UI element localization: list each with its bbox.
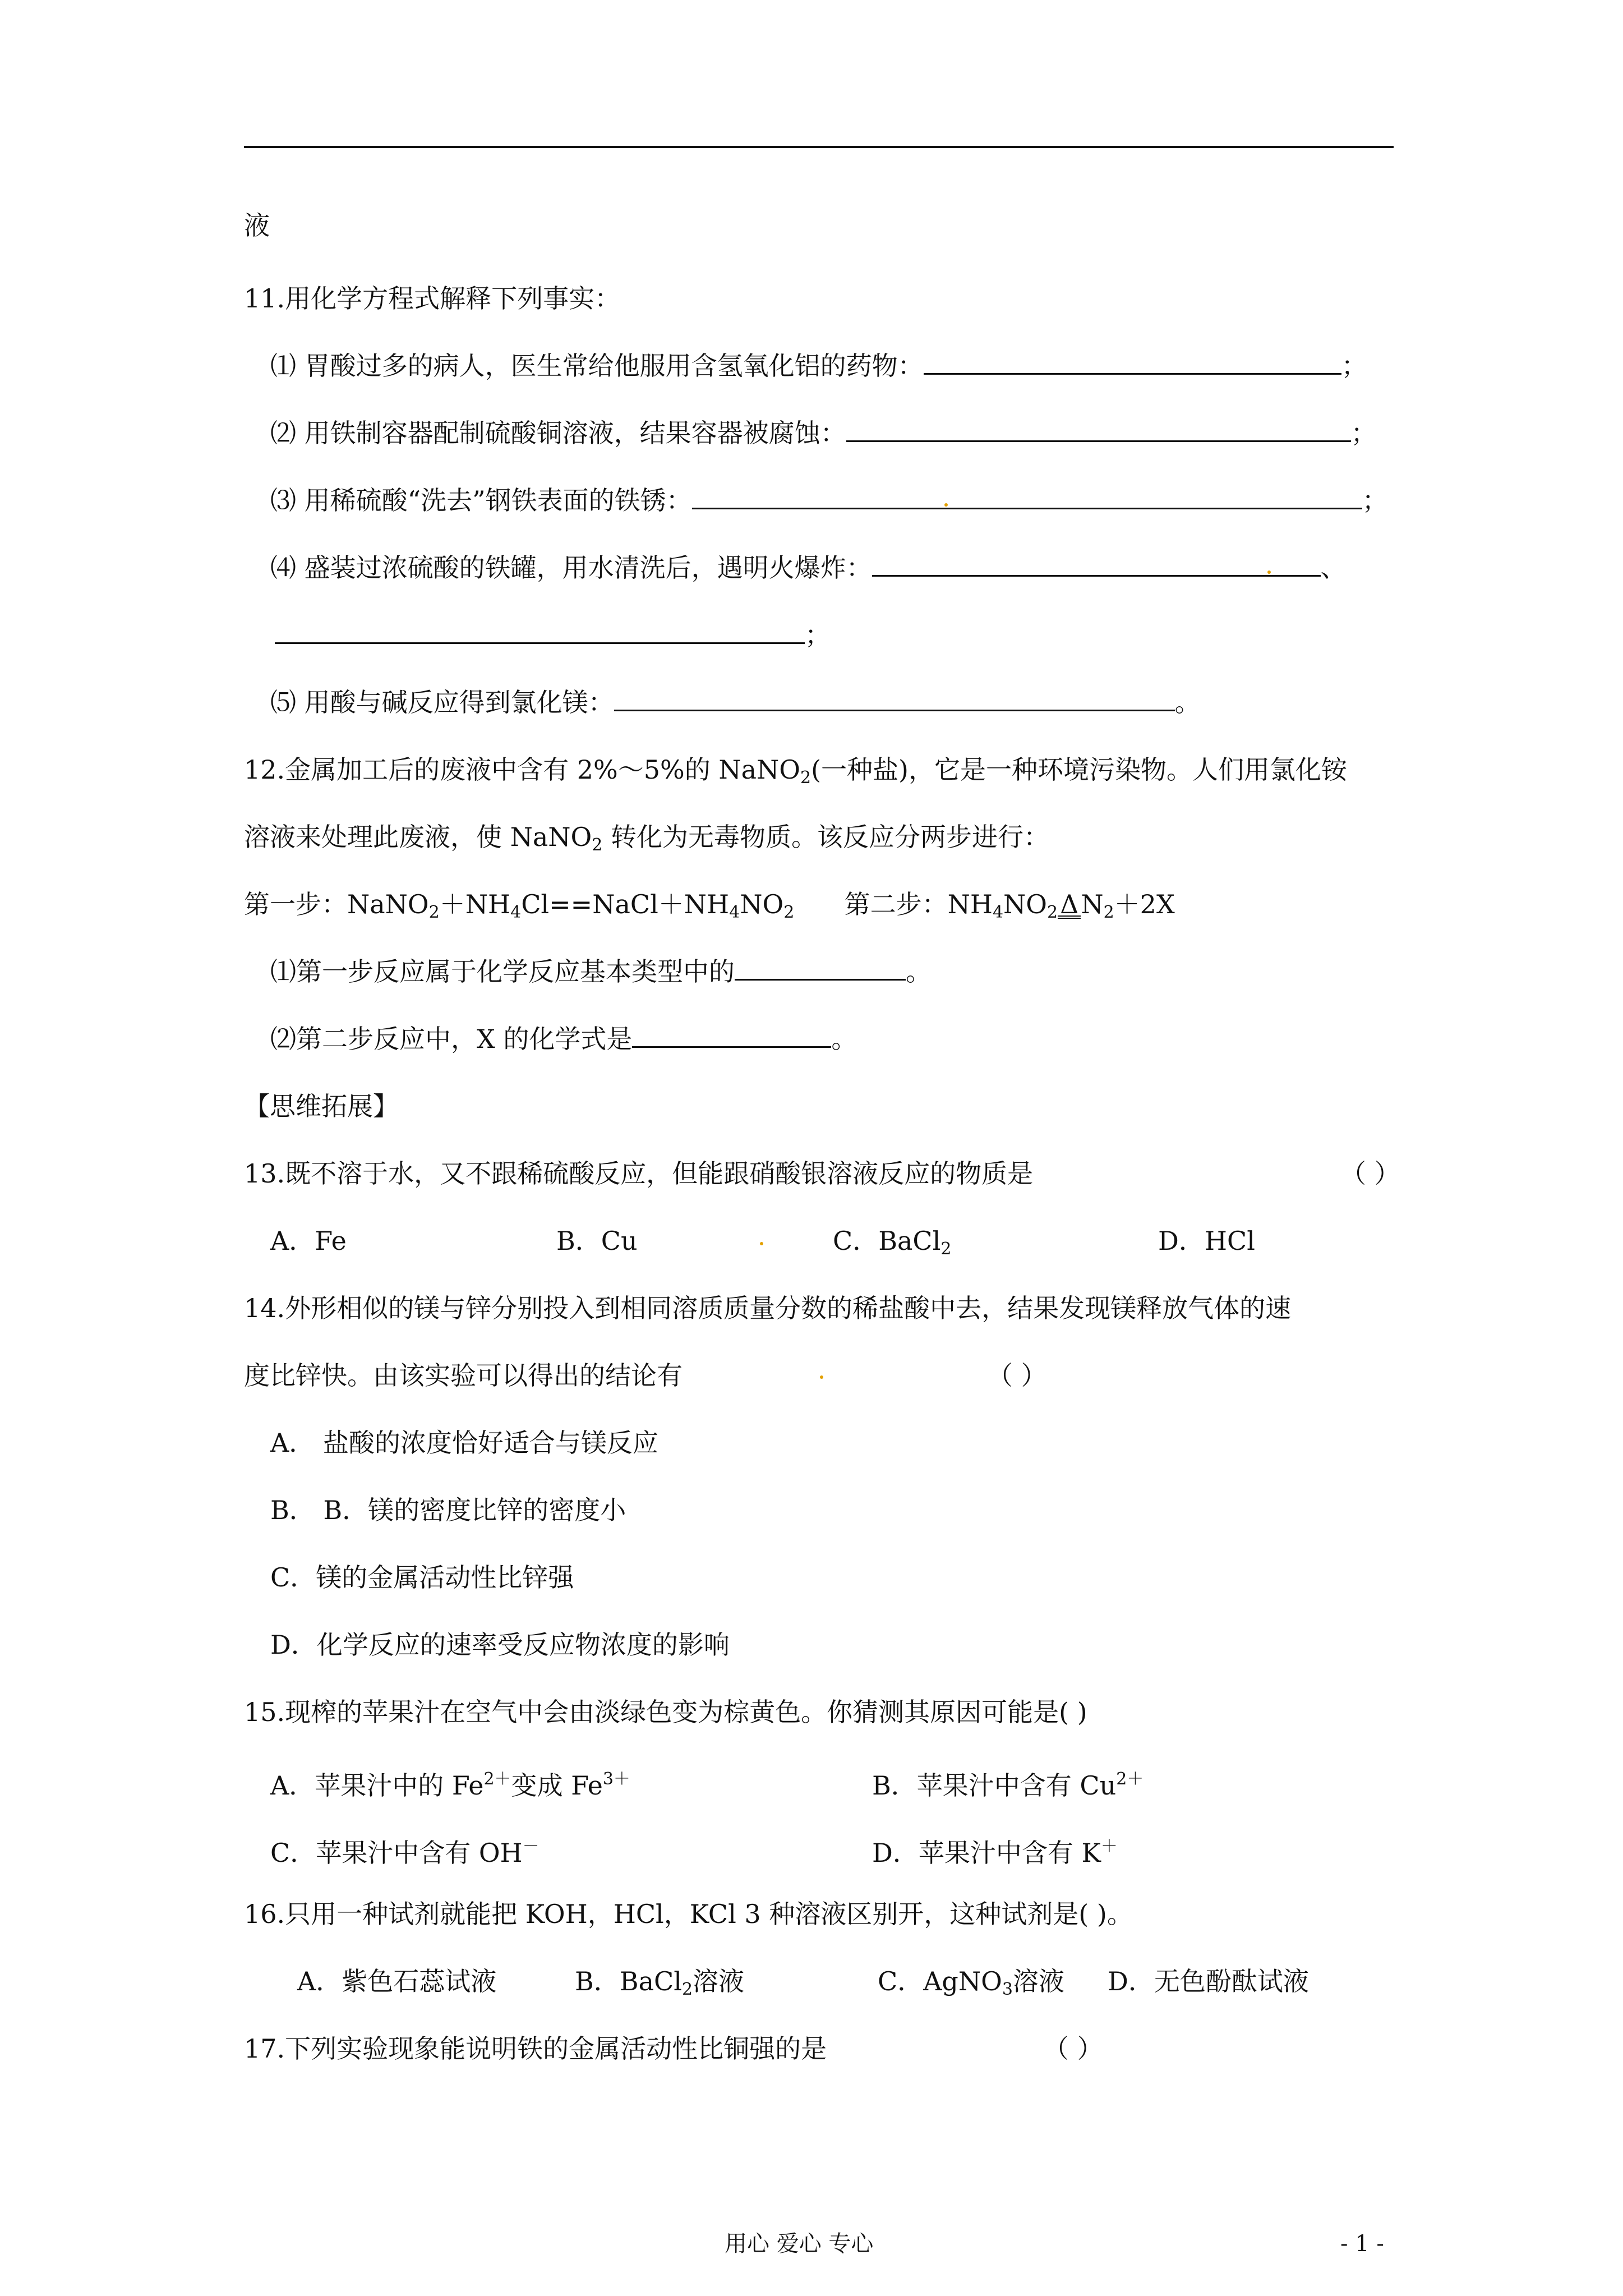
q12-line1b: (一种盐)，它是一种环境污染物。人们用氯化铵 [811, 754, 1347, 785]
q15-option-a [270, 1763, 630, 1802]
header-rule [244, 146, 1394, 148]
q11-item-3-end: ； [1362, 485, 1388, 516]
q16-option-a: A．紫色石蕊试液 [297, 1966, 497, 1996]
q16-stem: 16.只用一种试剂就能把 KOH，HCl，KCl 3 种溶液区别开，这种试剂是( )。 [244, 1899, 1133, 1929]
q16-option-d: D．无色酚酞试液 [1108, 1966, 1309, 1996]
q16-c-text2: 溶液 [1012, 1966, 1064, 1996]
eq-part: NO [740, 889, 784, 919]
q12-sub2-end: 。 [831, 1024, 857, 1054]
q15-option-d [872, 1830, 1118, 1870]
q16-b-text2: 溶液 [693, 1966, 745, 1996]
eq-part: NaNO [347, 889, 429, 919]
q12-line1a: 12.金属加工后的废液中含有 2%～5%的 NaNO [244, 754, 800, 785]
q14-option-a: A． 盐酸的浓度恰好适合与镁反应 [270, 1428, 658, 1458]
q11-item-1-text: ⑴ 胃酸过多的病人，医生常给他服用含氢氧化铝的药物： [270, 351, 924, 381]
eq-part: NH [947, 889, 993, 919]
q14-stem-line1: 14.外形相似的镁与锌分别投入到相同溶质质量分数的稀盐酸中去，结果发现镁释放气体的速 [244, 1293, 1292, 1323]
q11-item-4-text: ⑷ 盛装过浓硫酸的铁罐，用水清洗后，遇明火爆炸： [270, 553, 872, 583]
subscript: 2 [783, 903, 795, 922]
q11-item-4b-end: ； [805, 620, 831, 650]
q11-item-5-end: 。 [1174, 687, 1201, 717]
q15-option-c [270, 1830, 540, 1870]
q15-a-text2: 变成 Fe [511, 1770, 603, 1801]
heat-symbol: Δ [1058, 893, 1081, 919]
q11-item-3 [270, 484, 1388, 517]
q14-option-d: D．化学反应的速率受反应物浓度的影响 [270, 1630, 730, 1660]
q13-option-d: D．HCl [1158, 1226, 1255, 1256]
q11-stem: 11.用化学方程式解释下列事实： [244, 283, 621, 314]
subscript: 4 [992, 903, 1004, 922]
superscript: 2＋ [483, 1769, 511, 1789]
q13-c-text: C．BaCl [833, 1226, 941, 1256]
q15-c-text: C．苹果汁中含有 OH [270, 1838, 523, 1868]
q15-stem: 15.现榨的苹果汁在空气中会由淡绿色变为棕黄色。你猜测其原因可能是( ) [244, 1697, 1087, 1727]
page-number: - 1 - [1340, 2231, 1384, 2257]
answer-blank[interactable] [275, 619, 805, 644]
q14-option-c: C．镁的金属活动性比锌强 [270, 1562, 574, 1593]
answer-blank[interactable] [632, 1023, 831, 1048]
subscript: 2 [940, 1239, 952, 1259]
subscript: 2 [1047, 903, 1058, 922]
subscript: 2 [428, 903, 440, 922]
eq-part: NO [1003, 889, 1047, 919]
q11-item-5 [270, 685, 1201, 719]
stray-dot [760, 1242, 763, 1245]
q11-item-2-end: ； [1350, 418, 1377, 448]
subscript: 2 [592, 835, 603, 855]
q12-stem-line1 [244, 753, 1347, 795]
answer-blank[interactable] [924, 349, 1341, 375]
q13-option-a: A．Fe [270, 1226, 347, 1256]
q14-paren: （ ） [987, 1360, 1047, 1391]
step1-label: 第一步： [244, 889, 347, 919]
q16-option-c [878, 1964, 1064, 2007]
q11-item-2-text: ⑵ 用铁制容器配制硫酸铜溶液，结果容器被腐蚀： [270, 418, 846, 448]
q16-b-text: B．BaCl [575, 1966, 682, 1996]
q13-stem: 13.既不溶于水，又不跟稀硫酸反应，但能跟硝酸银溶液反应的物质是 [244, 1158, 1034, 1189]
eq-part: Cl==NaCl＋NH [521, 889, 730, 919]
q15-b-text: B．苹果汁中含有 Cu [872, 1770, 1117, 1801]
q11-item-4-end: 、 [1320, 553, 1347, 583]
q11-item-1-end: ； [1341, 351, 1367, 381]
answer-blank[interactable] [872, 551, 1321, 577]
q17-stem: 17.下列实验现象能说明铁的金属活动性比铜强的是 [244, 2033, 827, 2064]
q12-sub1 [270, 955, 932, 988]
subscript: 4 [729, 903, 740, 922]
stray-dot [820, 1375, 823, 1379]
subscript: 2 [1103, 903, 1114, 922]
q12-equations [244, 887, 1175, 930]
q16-option-b [575, 1964, 744, 2007]
q12-sub2 [270, 1022, 857, 1056]
q11-item-4-cont [275, 618, 831, 652]
q11-item-1 [270, 349, 1367, 383]
q13-option-c [833, 1224, 951, 1266]
q15-option-b [872, 1763, 1144, 1802]
eq-part: ＋2X [1114, 889, 1175, 919]
q14-option-b: B． B．镁的密度比锌的密度小 [270, 1495, 626, 1525]
answer-blank[interactable] [846, 417, 1351, 442]
eq-part: ＋NH [439, 889, 511, 919]
q12-stem-line2 [244, 820, 1049, 862]
subscript: 3 [1002, 1980, 1013, 1999]
superscript: ＋ [1100, 1837, 1118, 1856]
q13-option-b: B．Cu [556, 1226, 638, 1256]
q14-stem-line2: 度比锌快。由该实验可以得出的结论有 [244, 1360, 683, 1391]
q11-item-4 [270, 551, 1347, 585]
q13-paren: （ ） [1340, 1158, 1400, 1189]
q17-paren: （ ） [1043, 2033, 1103, 2064]
answer-blank[interactable] [614, 686, 1175, 711]
q15-d-text: D．苹果汁中含有 K [872, 1838, 1101, 1868]
q12-sub1-text: ⑴第一步反应属于化学反应基本类型中的 [270, 956, 735, 987]
q11-item-3-text: ⑶ 用稀硫酸“洗去”钢铁表面的铁锈： [270, 485, 692, 516]
q12-line2b: 转化为无毒物质。该反应分两步进行： [602, 822, 1049, 852]
stray-dot [1267, 570, 1271, 574]
answer-blank[interactable] [692, 484, 1362, 509]
stray-dot [944, 503, 948, 507]
superscript: － [522, 1837, 540, 1856]
q15-a-text: A．苹果汁中的 Fe [270, 1770, 484, 1801]
superscript: 2＋ [1116, 1769, 1144, 1789]
q12-sub2-text: ⑵第二步反应中，X 的化学式是 [270, 1024, 633, 1054]
step2-label: 第二步： [844, 889, 948, 919]
continued-word: 液 [244, 210, 270, 241]
section-heading: 【思维拓展】 [244, 1091, 399, 1121]
q12-line2a: 溶液来处理此废液，使 NaNO [244, 822, 592, 852]
answer-blank[interactable] [735, 955, 906, 981]
subscript: 2 [800, 768, 811, 788]
subscript: 2 [681, 1980, 693, 1999]
q11-item-2 [270, 416, 1377, 450]
q16-c-text: C．AgNO [878, 1966, 1002, 1996]
eq-part: N [1081, 889, 1104, 919]
q12-sub1-end: 。 [906, 956, 932, 987]
superscript: 3＋ [602, 1769, 630, 1789]
footer-motto: 用心 爱心 专心 [725, 2231, 874, 2257]
q11-item-5-text: ⑸ 用酸与碱反应得到氯化镁： [270, 687, 614, 717]
subscript: 4 [510, 903, 522, 922]
